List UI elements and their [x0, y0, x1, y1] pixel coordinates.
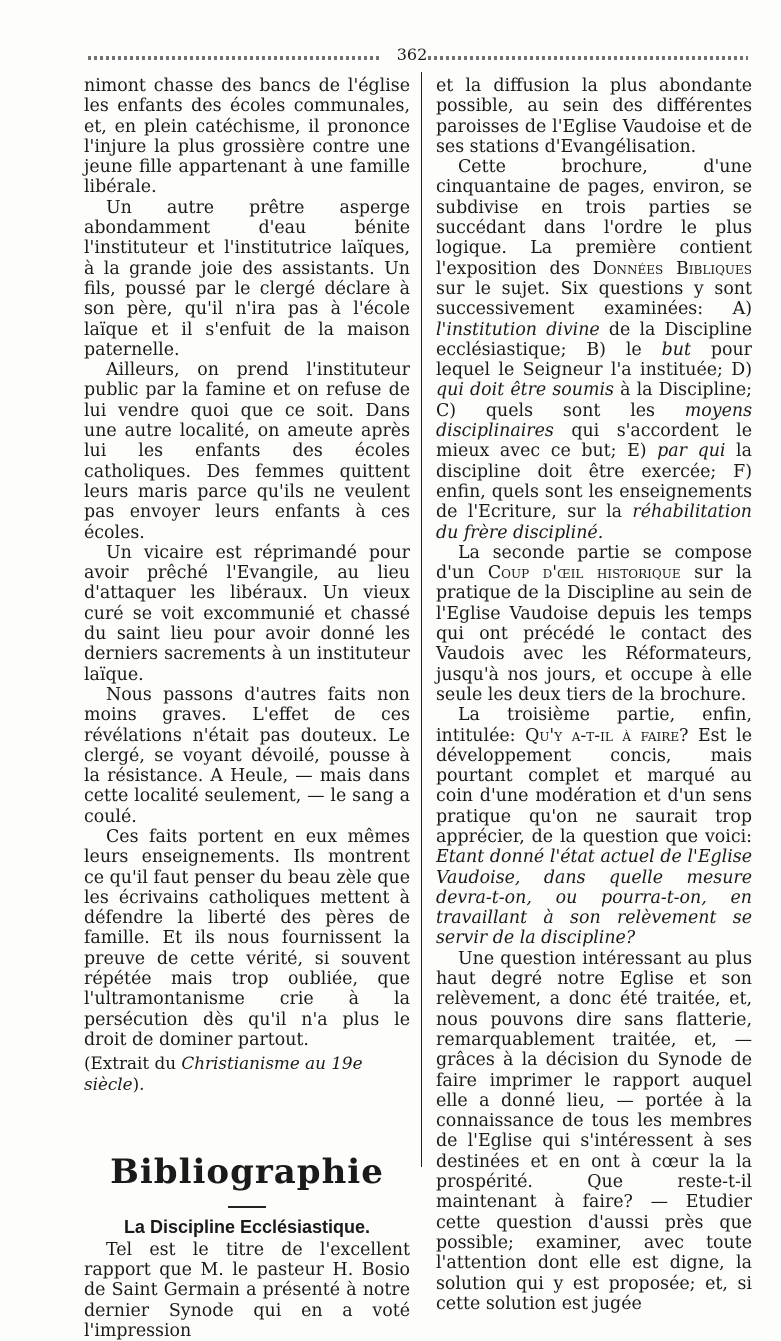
source-citation: (Extrait du Christianisme au 19e siècle).: [84, 1053, 363, 1094]
paragraph: et la diffusion la plus abondante possible, au sein des différentes paroisses de l'Eglise Vaudoise et de ses stations d'Evangélisation.: [436, 76, 752, 157]
heading-divider: [228, 1206, 266, 1208]
page-number: 362: [396, 45, 428, 64]
right-column: [436, 76, 752, 1314]
paragraph: nimont chasse des bancs de l'église les enfants des écoles communales, et, en plein catéchisme, il prononce l'injure la plus grossière contre une jeune fille appartenant à une famille libérale.: [84, 76, 410, 198]
paragraph: Un vicaire est réprimandé pour avoir prêché l'Evangile, au lieu d'attaquer les libéraux. Un vieux curé se voit excommunié et chassé du saint lieu pour avoir donné les derniers sacrements à un instituteur laïque.: [84, 542, 410, 685]
left-column: [84, 76, 410, 1341]
section-heading: Bibliographie: [110, 1151, 384, 1192]
paragraph: Cette brochure, d'une cinquantaine de pages, environ, se subdivise en trois parties se succédant dans l'ordre le plus logique. La première contient l'exposition des Données Bibliques sur le sujet. Six questions y sont successivement examinées: A) l'institution divine de la Discipline ecclésiastique; B) le but pour lequel le Seigneur l'a instituée; D) qui doit être soumis à la Discipline; C) quels sont les moyens disciplinaires qui s'accordent le mieux avec ce but; E) par qui la discipline doit être exercée; F) enfin, quels sont les enseignements de l'Ecriture, sur la réhabilitation du frère discipliné.: [436, 157, 752, 543]
paragraph: Ailleurs, on prend l'instituteur public par la famine et on refuse de lui vendre quoi que ce soit. Dans une autre localité, on ameute après lui les enfants des écoles catholiques. Des femmes quittent leurs maris parce qu'ils ne veulent pas envoyer leurs enfants à ces écoles.: [84, 360, 410, 543]
paragraph: Une question intéressant au plus haut degré notre Eglise et son relèvement, a donc été traitée, et, nous pouvons dire sans flatterie, remarquablement traitée, et, — grâces à la décision du Synode de faire imprimer le rapport auquel elle a donné lieu, — portée à la connaissance de tous les membres de l'Eglise qui s'intéressent à ses destinées et en ont à cœur la la prospérité. Que reste-t-il maintenant à faire? — Etudier cette question d'aussi près que possible; examiner, avec toute l'attention dont elle est digne, la solution qui y est proposée; et, si cette solution est jugée: [436, 948, 752, 1314]
paragraph: Nous passons d'autres faits non moins graves. L'effet de ces révélations n'était pas douteux. Le clergé, se voyant dévoilé, pousse à la résistance. A Heule, — mais dans cette localité seulement, — le sang a coulé.: [84, 684, 410, 827]
column-divider: [421, 72, 422, 1167]
page-header: [88, 44, 748, 68]
paragraph: La troisième partie, enfin, intitulée: Qu'y a-t-il à faire? Est le développement concis, mais pourtant complet et marqué au coin d'une modération et d'un sens pratique qu'on ne saurait trop apprécier, de la question que voici: Etant donné l'état actuel de l'Eglise Vaudoise, dans quelle mesure devra-t-on, ou pourra-t-on, en travaillant à son relèvement se servir de la discipline?: [436, 705, 752, 949]
paragraph: Un autre prêtre asperge abondamment d'eau bénite l'instituteur et l'institutrice laïques, à la grande joie des assistants. Un fils, poussé par le clergé déclare à son père, qu'il n'ira pas à l'école laïque et il s'enfuit de la maison paternelle.: [84, 197, 410, 360]
source-title: Christianisme au 19e siècle: [84, 1053, 363, 1094]
paragraph: Tel est le titre de l'excellent rapport que M. le pasteur H. Bosio de Saint Germain a présenté à notre dernier Synode qui en a voté l'impression: [84, 1239, 410, 1341]
ornamental-rule-left: [88, 56, 380, 60]
article-title: La Discipline Ecclésiastique.: [123, 1216, 371, 1237]
ornamental-rule-right: [428, 56, 748, 60]
paragraph: Ces faits portent en eux mêmes leurs enseignements. Ils montrent ce qu'il faut penser du beau zèle que les écrivains catholiques mettent à défendre la liberté des pères de famille. Et ils nous fournissent la preuve de cette vérité, si souvent répétée mais trop oubliée, que l'ultramontanisme crie à la persécution dès qu'il n'a plus le droit de dominer partout.: [84, 826, 410, 1050]
paragraph: La seconde partie se compose d'un Coup d'œil historique sur la pratique de la Discipline au sein de l'Eglise Vaudoise depuis les temps qui ont précédé le contact des Vaudois avec les Réformateurs, jusqu'à nos jours, et occupe à elle seule les deux tiers de la brochure.: [436, 542, 752, 705]
